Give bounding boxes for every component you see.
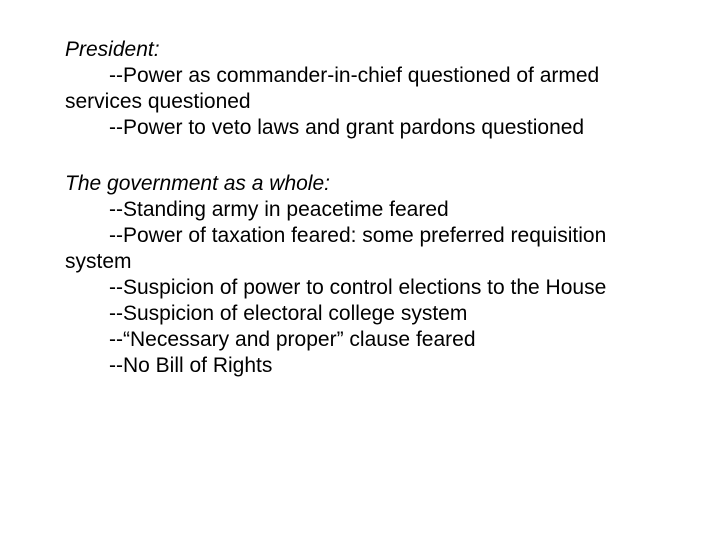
president-heading: President: <box>65 38 160 61</box>
president-item-commander: --Power as commander-in-chief questioned of armed services questioned <box>65 64 600 113</box>
government-item-necessary-proper: --“Necessary and proper” clause feared <box>109 328 476 351</box>
government-item-bill-of-rights: --No Bill of Rights <box>109 354 273 377</box>
president-section <box>65 37 665 141</box>
government-item-electoral-college: --Suspicion of electoral college system <box>109 302 468 325</box>
government-section <box>65 171 665 379</box>
government-item-army: --Standing army in peacetime feared <box>109 198 449 221</box>
government-item-elections: --Suspicion of power to control elections to the House <box>109 276 607 299</box>
president-item-veto: --Power to veto laws and grant pardons questioned <box>109 116 585 139</box>
slide-body <box>65 37 665 379</box>
section-gap <box>65 141 665 171</box>
government-item-taxation: --Power of taxation feared: some preferred requisition system <box>65 224 607 273</box>
government-heading: The government as a whole: <box>65 172 330 195</box>
